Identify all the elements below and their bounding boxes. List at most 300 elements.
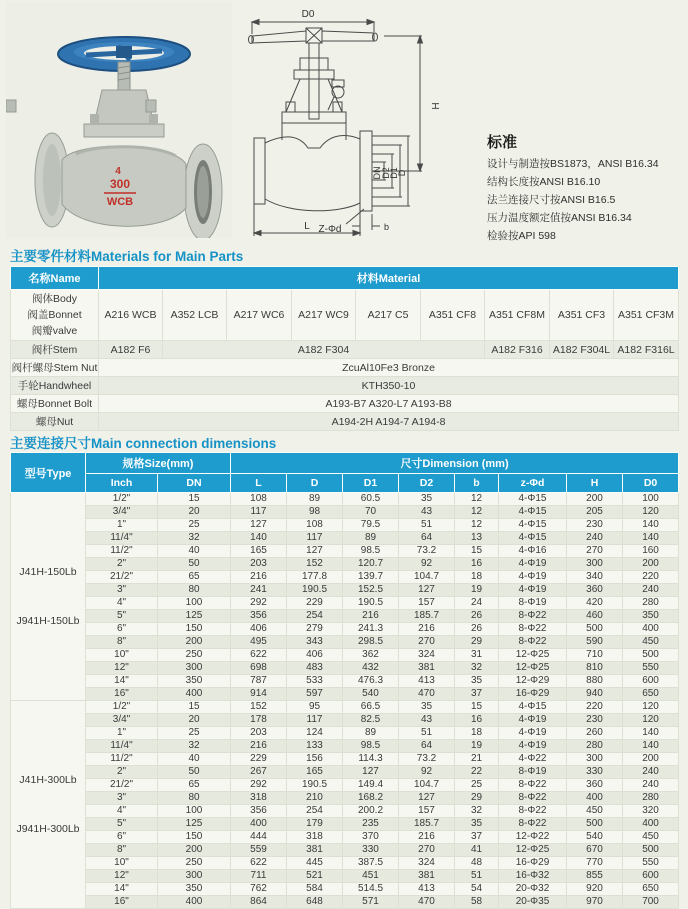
material-cell: A351 CF3 bbox=[550, 290, 614, 341]
table-row bbox=[11, 623, 679, 636]
dim-cell: 381 bbox=[399, 870, 455, 883]
dim-cell: 203 bbox=[231, 727, 287, 740]
dim-cell: 100 bbox=[623, 493, 679, 506]
dim-cell: 8-Φ22 bbox=[499, 623, 567, 636]
decorative-shape bbox=[328, 79, 342, 112]
dim-header-row-1 bbox=[11, 453, 679, 474]
dim-cell: 476.3 bbox=[343, 675, 399, 688]
dim-cell: 32 bbox=[158, 740, 231, 753]
dim-cell: 533 bbox=[287, 675, 343, 688]
header-b: b bbox=[455, 474, 499, 493]
part-label bbox=[11, 290, 99, 341]
dim-cell: 200.2 bbox=[343, 805, 399, 818]
material-cell: A182 F304 bbox=[163, 341, 485, 359]
dim-cell: 89 bbox=[287, 493, 343, 506]
dim-cell: 324 bbox=[399, 649, 455, 662]
material-cell: ZcuAl10Fe3 Bronze bbox=[99, 359, 679, 377]
dim-label-dn: DN bbox=[372, 166, 382, 180]
table-row bbox=[11, 805, 679, 818]
dim-cell: 43 bbox=[399, 506, 455, 519]
type-label: J941H-300Lb bbox=[16, 822, 80, 835]
dim-cell: 650 bbox=[623, 688, 679, 701]
dim-cell: 117 bbox=[287, 714, 343, 727]
dim-cell: 152.5 bbox=[343, 584, 399, 597]
dim-cell: 11/4" bbox=[86, 532, 158, 545]
dim-cell: 356 bbox=[231, 805, 287, 818]
dim-cell: 920 bbox=[567, 883, 623, 896]
dim-cell: 120 bbox=[623, 701, 679, 714]
material-cell: A351 CF8 bbox=[421, 290, 485, 341]
decorative-shape bbox=[252, 31, 306, 43]
dim-cell: 177.8 bbox=[287, 571, 343, 584]
dim-cell: 444 bbox=[231, 831, 287, 844]
dim-cell: 12" bbox=[86, 870, 158, 883]
stem-nut-row bbox=[11, 359, 679, 377]
dim-cell: 10" bbox=[86, 857, 158, 870]
dim-cell: 20 bbox=[158, 714, 231, 727]
valve-photo bbox=[6, 2, 232, 238]
dim-cell: 420 bbox=[567, 597, 623, 610]
dim-cell: 205 bbox=[567, 506, 623, 519]
dim-cell: 98.5 bbox=[343, 740, 399, 753]
material-cell: A216 WCB bbox=[99, 290, 163, 341]
dim-cell: 762 bbox=[231, 883, 287, 896]
dim-cell: 240 bbox=[623, 766, 679, 779]
decorative-shape bbox=[11, 493, 679, 909]
dim-cell: 500 bbox=[623, 649, 679, 662]
header-size: 规格Size(mm) bbox=[86, 453, 231, 474]
dim-cell: 4-Φ16 bbox=[499, 545, 567, 558]
dim-cell: 18 bbox=[455, 571, 499, 584]
table-row bbox=[11, 545, 679, 558]
dim-cell: 300 bbox=[567, 753, 623, 766]
dim-cell: 559 bbox=[231, 844, 287, 857]
dim-cell: 241 bbox=[231, 584, 287, 597]
dim-cell: 29 bbox=[455, 792, 499, 805]
dim-cell: 12-Φ25 bbox=[499, 662, 567, 675]
dim-cell: 298.5 bbox=[343, 636, 399, 649]
dim-cell: 1" bbox=[86, 519, 158, 532]
dim-cell: 6" bbox=[86, 623, 158, 636]
dim-cell: 165 bbox=[287, 766, 343, 779]
dim-cell: 35 bbox=[399, 493, 455, 506]
dim-cell: 4-Φ19 bbox=[499, 584, 567, 597]
dim-cell: 150 bbox=[158, 831, 231, 844]
dim-cell: 320 bbox=[623, 805, 679, 818]
dim-cell: 80 bbox=[158, 792, 231, 805]
dim-cell: 400 bbox=[158, 896, 231, 909]
dim-cell: 79.5 bbox=[343, 519, 399, 532]
dim-cell: 4-Φ15 bbox=[499, 701, 567, 714]
dim-cell: 92 bbox=[399, 766, 455, 779]
dim-cell: 58 bbox=[455, 896, 499, 909]
dim-cell: 64 bbox=[399, 532, 455, 545]
dim-cell: 254 bbox=[287, 610, 343, 623]
decorative-shape bbox=[146, 100, 156, 112]
dim-cell: 700 bbox=[623, 896, 679, 909]
decorative-shape bbox=[282, 112, 346, 123]
dim-cell: 25 bbox=[158, 519, 231, 532]
table-row bbox=[11, 519, 679, 532]
table-row bbox=[11, 883, 679, 896]
dim-cell: 104.7 bbox=[399, 571, 455, 584]
bonnet-bolt-row bbox=[11, 395, 679, 413]
dim-cell: 15 bbox=[455, 545, 499, 558]
dim-cell: 432 bbox=[343, 662, 399, 675]
dim-cell: 381 bbox=[287, 844, 343, 857]
dim-cell: 220 bbox=[623, 571, 679, 584]
dim-cell: 270 bbox=[399, 636, 455, 649]
dim-cell: 133 bbox=[287, 740, 343, 753]
dim-cell: 24 bbox=[455, 597, 499, 610]
dim-cell: 40 bbox=[158, 545, 231, 558]
decorative-shape bbox=[252, 20, 259, 25]
dim-cell: 120.7 bbox=[343, 558, 399, 571]
dim-cell: 200 bbox=[158, 636, 231, 649]
table-row bbox=[11, 896, 679, 909]
dim-cell: 4" bbox=[86, 597, 158, 610]
decorative-shape bbox=[11, 453, 679, 493]
header-type: 型号Type bbox=[11, 453, 86, 493]
dim-cell: 2" bbox=[86, 558, 158, 571]
dim-cell: 787 bbox=[231, 675, 287, 688]
dim-cell: 168.2 bbox=[343, 792, 399, 805]
dim-cell: 279 bbox=[287, 623, 343, 636]
dim-cell: 450 bbox=[623, 636, 679, 649]
handwheel-row bbox=[11, 377, 679, 395]
dim-cell: 540 bbox=[567, 831, 623, 844]
dim-cell: 51 bbox=[399, 727, 455, 740]
dim-cell: 216 bbox=[399, 623, 455, 636]
header-h: H bbox=[567, 474, 623, 493]
dim-cell: 152 bbox=[231, 701, 287, 714]
dim-cell: 3/4" bbox=[86, 714, 158, 727]
dim-cell: 73.2 bbox=[399, 545, 455, 558]
decorative-shape bbox=[300, 58, 328, 70]
standards-title: 标准 bbox=[487, 134, 518, 151]
dim-cell: 1/2" bbox=[86, 701, 158, 714]
dim-cell: 16 bbox=[455, 558, 499, 571]
table-row bbox=[11, 558, 679, 571]
decorative-shape bbox=[367, 20, 374, 25]
dim-cell: 140 bbox=[623, 727, 679, 740]
dim-cell: 270 bbox=[567, 545, 623, 558]
dim-cell: 1/2" bbox=[86, 493, 158, 506]
dim-label-b: b bbox=[384, 222, 390, 232]
dim-cell: 711 bbox=[231, 870, 287, 883]
dim-cell: 855 bbox=[567, 870, 623, 883]
dim-cell: 370 bbox=[343, 831, 399, 844]
dim-cell: 362 bbox=[343, 649, 399, 662]
dim-cell: 5" bbox=[86, 818, 158, 831]
dim-cell: 120 bbox=[623, 714, 679, 727]
dim-cell: 8-Φ19 bbox=[499, 766, 567, 779]
material-cell: A193-B7 A320-L7 A193-B8 bbox=[99, 395, 679, 413]
dim-cell: 350 bbox=[158, 675, 231, 688]
dim-cell: 229 bbox=[287, 597, 343, 610]
dim-cell: 4-Φ15 bbox=[499, 493, 567, 506]
dim-cell: 300 bbox=[158, 870, 231, 883]
dim-cell: 318 bbox=[287, 831, 343, 844]
dim-cell: 8-Φ22 bbox=[499, 792, 567, 805]
marking-class: 300 bbox=[109, 177, 131, 191]
dim-cell: 600 bbox=[623, 675, 679, 688]
dim-cell: 12 bbox=[455, 519, 499, 532]
table-row bbox=[11, 844, 679, 857]
dim-cell: 12 bbox=[455, 506, 499, 519]
decorative-shape bbox=[249, 36, 254, 44]
dim-cell: 65 bbox=[158, 779, 231, 792]
table-row bbox=[11, 571, 679, 584]
header-d1: D1 bbox=[343, 474, 399, 493]
dim-cell: 500 bbox=[623, 844, 679, 857]
dim-cell: 8-Φ19 bbox=[499, 597, 567, 610]
table-row bbox=[11, 857, 679, 870]
table-row bbox=[11, 597, 679, 610]
part-label: 阀杆Stem bbox=[11, 341, 99, 359]
table-row bbox=[11, 675, 679, 688]
header-d0: D0 bbox=[623, 474, 679, 493]
dim-cell: 152 bbox=[287, 558, 343, 571]
dim-cell: 92 bbox=[399, 558, 455, 571]
table-row bbox=[11, 870, 679, 883]
dim-cell: 521 bbox=[287, 870, 343, 883]
dim-header-row-2 bbox=[11, 474, 679, 493]
dim-cell: 250 bbox=[158, 857, 231, 870]
dim-cell: 15 bbox=[158, 493, 231, 506]
dim-cell: 406 bbox=[287, 649, 343, 662]
material-cell: KTH350-10 bbox=[99, 377, 679, 395]
dim-cell: 387.5 bbox=[343, 857, 399, 870]
dim-cell: 54 bbox=[455, 883, 499, 896]
dim-cell: 330 bbox=[343, 844, 399, 857]
dim-cell: 16" bbox=[86, 896, 158, 909]
dim-cell: 25 bbox=[158, 727, 231, 740]
dim-cell: 4-Φ15 bbox=[499, 532, 567, 545]
dim-cell: 220 bbox=[567, 701, 623, 714]
dim-cell: 157 bbox=[399, 597, 455, 610]
dim-cell: 4-Φ19 bbox=[499, 740, 567, 753]
dim-cell: 254 bbox=[287, 805, 343, 818]
dim-cell: 12-Φ25 bbox=[499, 844, 567, 857]
table-row bbox=[11, 740, 679, 753]
material-cell: A182 F304L bbox=[550, 341, 614, 359]
dim-cell: 4-Φ19 bbox=[499, 727, 567, 740]
dim-cell: 32 bbox=[455, 805, 499, 818]
dim-cell: 21/2" bbox=[86, 779, 158, 792]
dim-cell: 43 bbox=[399, 714, 455, 727]
dim-cell: 19 bbox=[455, 584, 499, 597]
table-row bbox=[11, 610, 679, 623]
dim-cell: 35 bbox=[399, 701, 455, 714]
dim-cell: 292 bbox=[231, 597, 287, 610]
decorative-shape bbox=[43, 144, 61, 216]
material-cell: A352 LCB bbox=[163, 290, 227, 341]
dim-cell: 280 bbox=[623, 792, 679, 805]
header-d: D bbox=[287, 474, 343, 493]
dim-cell: 22 bbox=[455, 766, 499, 779]
dim-cell: 597 bbox=[287, 688, 343, 701]
type-cell bbox=[11, 701, 86, 909]
dim-cell: 31 bbox=[455, 649, 499, 662]
dim-cell: 89 bbox=[343, 532, 399, 545]
material-cell: A351 CF3M bbox=[614, 290, 679, 341]
dimensions-section-title: 主要连接尺寸Main connection dimensions bbox=[10, 436, 277, 451]
dim-cell: 770 bbox=[567, 857, 623, 870]
standard-line: 法兰连接尺寸按ANSI B16.5 bbox=[487, 194, 616, 206]
dim-cell: 340 bbox=[567, 571, 623, 584]
standard-line: 检验按API 598 bbox=[487, 230, 556, 242]
dim-cell: 470 bbox=[399, 896, 455, 909]
decorative-shape bbox=[254, 138, 265, 204]
dim-cell: 12 bbox=[455, 493, 499, 506]
dim-cell: 11/2" bbox=[86, 545, 158, 558]
decorative-shape bbox=[286, 102, 295, 112]
dim-cell: 710 bbox=[567, 649, 623, 662]
dim-cell: 149.4 bbox=[343, 779, 399, 792]
dim-label-h: H bbox=[429, 102, 440, 110]
dim-cell: 216 bbox=[231, 571, 287, 584]
label-body: 阀体Body bbox=[32, 293, 77, 305]
dim-cell: 16-Φ29 bbox=[499, 857, 567, 870]
table-row bbox=[11, 493, 679, 506]
dim-cell: 460 bbox=[567, 610, 623, 623]
dim-cell: 350 bbox=[158, 883, 231, 896]
dim-cell: 50 bbox=[158, 558, 231, 571]
decorative-shape bbox=[373, 33, 378, 41]
standard-line: 结构长度按ANSI B16.10 bbox=[487, 176, 601, 188]
dim-cell: 37 bbox=[455, 688, 499, 701]
part-label: 手轮Handwheel bbox=[11, 377, 99, 395]
dim-cell: 300 bbox=[158, 662, 231, 675]
dim-cell: 12-Φ25 bbox=[499, 649, 567, 662]
materials-header-row bbox=[11, 267, 679, 290]
decorative-shape bbox=[90, 114, 99, 124]
dim-cell: 8-Φ22 bbox=[499, 779, 567, 792]
dim-cell: 940 bbox=[567, 688, 623, 701]
table-row bbox=[11, 818, 679, 831]
dim-cell: 810 bbox=[567, 662, 623, 675]
dim-cell: 150 bbox=[158, 623, 231, 636]
dim-cell: 230 bbox=[567, 714, 623, 727]
materials-section-title: 主要零件材料Materials for Main Parts bbox=[10, 249, 244, 264]
dim-cell: 51 bbox=[399, 519, 455, 532]
table-row bbox=[11, 701, 679, 714]
material-cell: A182 F316L bbox=[614, 341, 679, 359]
dim-cell: 156 bbox=[287, 753, 343, 766]
dim-cell: 10" bbox=[86, 649, 158, 662]
dim-cell: 20 bbox=[158, 506, 231, 519]
dim-cell: 406 bbox=[231, 623, 287, 636]
dim-cell: 48 bbox=[455, 857, 499, 870]
dim-cell: 4-Φ15 bbox=[499, 506, 567, 519]
dim-cell: 500 bbox=[567, 623, 623, 636]
table-row bbox=[11, 584, 679, 597]
material-cell: A182 F316 bbox=[485, 341, 550, 359]
dim-cell: 235 bbox=[343, 818, 399, 831]
dim-cell: 241.3 bbox=[343, 623, 399, 636]
dim-cell: 280 bbox=[567, 740, 623, 753]
part-label: 阀杆螺母Stem Nut bbox=[11, 359, 99, 377]
dim-cell: 343 bbox=[287, 636, 343, 649]
dim-label-d2: D2 bbox=[381, 167, 391, 179]
table-row bbox=[11, 766, 679, 779]
dim-cell: 32 bbox=[158, 532, 231, 545]
dim-cell: 650 bbox=[623, 883, 679, 896]
table-row bbox=[11, 714, 679, 727]
material-cell: A182 F6 bbox=[99, 341, 163, 359]
dim-cell: 451 bbox=[343, 870, 399, 883]
dim-cell: 66.5 bbox=[343, 701, 399, 714]
dim-label-d: D bbox=[397, 169, 407, 177]
dim-cell: 12" bbox=[86, 662, 158, 675]
dim-cell: 8-Φ22 bbox=[499, 636, 567, 649]
dim-cell: 350 bbox=[623, 610, 679, 623]
dim-cell: 8" bbox=[86, 636, 158, 649]
part-label: 螺母Nut bbox=[11, 413, 99, 431]
dim-label-d0: D0 bbox=[301, 9, 315, 20]
dim-cell: 210 bbox=[287, 792, 343, 805]
dim-cell: 216 bbox=[399, 831, 455, 844]
dim-cell: 2" bbox=[86, 766, 158, 779]
dim-cell: 29 bbox=[455, 636, 499, 649]
dim-cell: 16-Φ29 bbox=[499, 688, 567, 701]
dim-cell: 140 bbox=[623, 740, 679, 753]
dim-cell: 267 bbox=[231, 766, 287, 779]
decorative-shape bbox=[294, 70, 334, 79]
dim-cell: 26 bbox=[455, 623, 499, 636]
material-cell: A217 C5 bbox=[356, 290, 421, 341]
dim-cell: 140 bbox=[231, 532, 287, 545]
dim-cell: 127 bbox=[343, 766, 399, 779]
material-cell: A351 CF8M bbox=[485, 290, 550, 341]
dim-cell: 190.5 bbox=[287, 584, 343, 597]
dim-cell: 4-Φ19 bbox=[499, 714, 567, 727]
dim-cell: 117 bbox=[231, 506, 287, 519]
decorative-shape bbox=[346, 209, 364, 224]
dim-cell: 100 bbox=[158, 805, 231, 818]
decorative-shape bbox=[149, 114, 158, 124]
dim-cell: 120 bbox=[623, 506, 679, 519]
dimensions-table bbox=[10, 452, 679, 909]
dim-cell: 3" bbox=[86, 584, 158, 597]
table-row bbox=[11, 727, 679, 740]
dim-cell: 381 bbox=[399, 662, 455, 675]
table-row bbox=[11, 753, 679, 766]
dim-cell: 270 bbox=[399, 844, 455, 857]
dim-cell: 25 bbox=[455, 779, 499, 792]
table-row bbox=[11, 662, 679, 675]
dim-cell: 190.5 bbox=[287, 779, 343, 792]
header-dimension: 尺寸Dimension (mm) bbox=[231, 453, 679, 474]
standards-block bbox=[487, 131, 685, 245]
dim-cell: 240 bbox=[623, 779, 679, 792]
decorative-shape bbox=[94, 90, 154, 124]
dim-cell: 104.7 bbox=[399, 779, 455, 792]
dim-cell: 200 bbox=[567, 493, 623, 506]
dim-cell: 12-Φ29 bbox=[499, 675, 567, 688]
decorative-shape bbox=[322, 31, 374, 41]
dim-cell: 15 bbox=[158, 701, 231, 714]
valve-drawing bbox=[234, 0, 466, 242]
dim-cell: 400 bbox=[567, 792, 623, 805]
dim-cell: 483 bbox=[287, 662, 343, 675]
dim-cell: 914 bbox=[231, 688, 287, 701]
header-d2: D2 bbox=[399, 474, 455, 493]
dim-label-l: L bbox=[304, 221, 310, 232]
dim-cell: 40 bbox=[158, 753, 231, 766]
header-dn: DN bbox=[158, 474, 231, 493]
